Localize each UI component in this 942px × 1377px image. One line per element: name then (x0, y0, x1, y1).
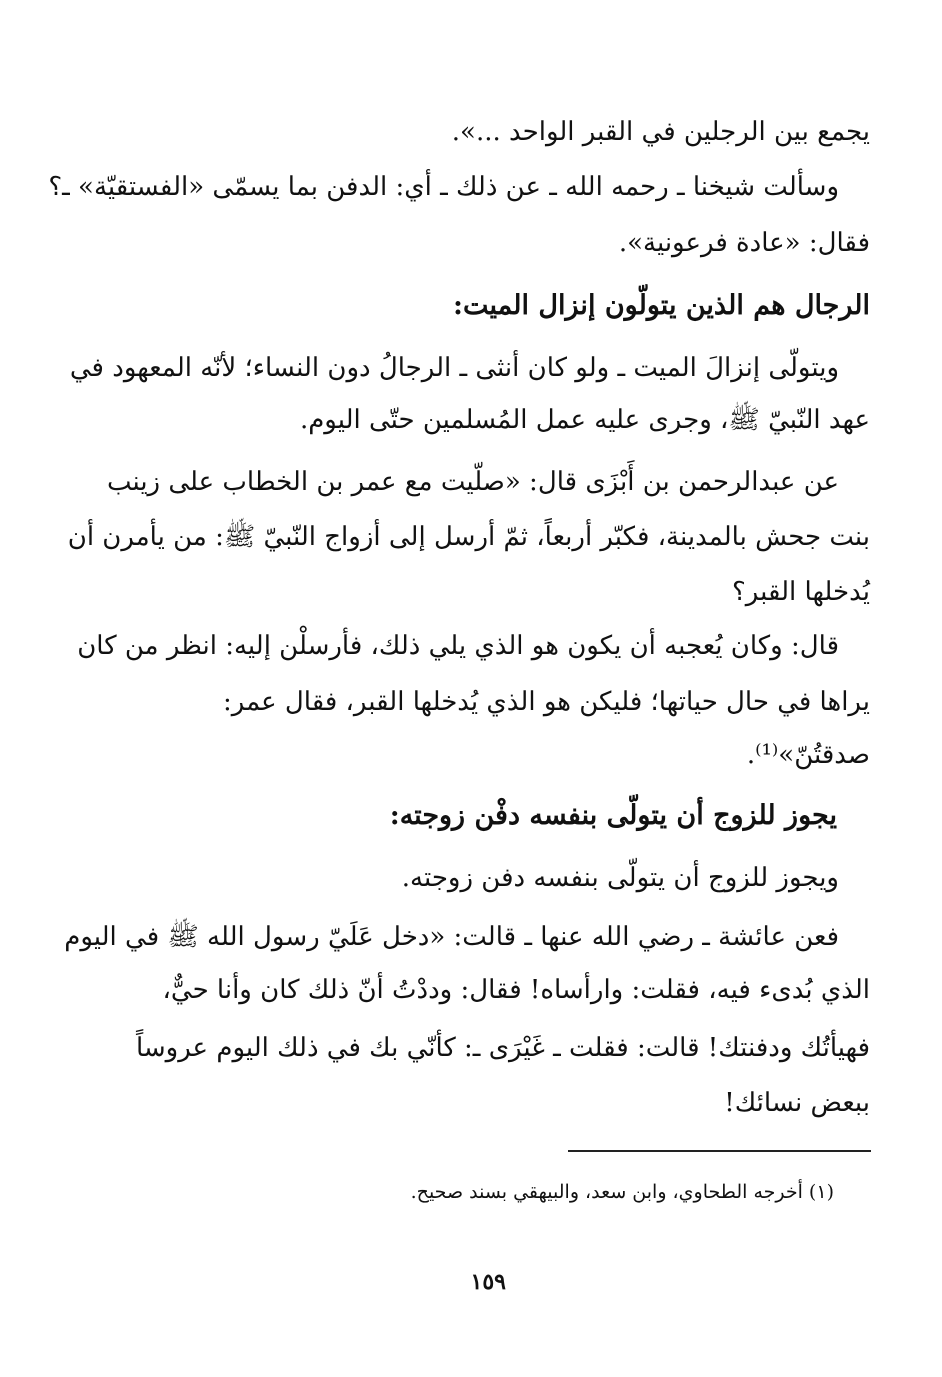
section-heading: الرجال هم الذين يتولّون إنزال الميت: (453, 290, 870, 321)
text-line: عن عبدالرحمن بن أَبْزَى قال: «صلّيت مع عمر بن الخطاب على زينب (106, 467, 839, 497)
text-line: فعن عائشة ـ رضي الله عنها ـ قالت: «دخل عَلَيّ رسول الله ﷺ في اليوم (64, 922, 839, 952)
text-line: ببعض نسائك! (724, 1088, 870, 1118)
text-line: فقال: «عادة فرعونية». (618, 228, 870, 258)
text-line: بنت جحش بالمدينة، فكبّر أربعاً، ثمّ أرسل إلى أزواج النّبيّ ﷺ: من يأمرن أن (67, 522, 870, 552)
text-line: يجمع بين الرجلين في القبر الواحد ...». (451, 117, 870, 147)
text-line: يراها في حال حياتها؛ فليكن هو الذي يُدخلها القبر، فقال عمر: (222, 687, 870, 717)
text-line: ويجوز للزوج أن يتولّى بنفسه دفن زوجته. (401, 863, 839, 893)
footnote: (١) أخرجه الطحاوي، وابن سعد، والبيهقي بسند صحيح. (410, 1181, 834, 1203)
page-number: ١٥٩ (470, 1269, 506, 1295)
text-line: يُدخلها القبر؟ (731, 577, 870, 607)
text-line: قال: وكان يُعجبه أن يكون هو الذي يلي ذلك، فأرسلْن إليه: انظر من كان (77, 631, 839, 661)
section-heading: يجوز للزوج أن يتولّى بنفسه دفْن زوجته: (389, 800, 837, 831)
footnote-separator (568, 1150, 871, 1152)
text-line: ويتولّى إنزالَ الميت ـ ولو كان أنثى ـ الرجالُ دون النساء؛ لأنّه المعهود في (69, 353, 839, 383)
text-line: عهد النّبيّ ﷺ، وجرى عليه عمل المُسلمين حتّى اليوم. (299, 405, 870, 435)
text-line: فهيأتُك ودفنتك! قالت: فقلت ـ غَيْرَى ـ: كأنّي بك في ذلك اليوم عروساً (135, 1033, 870, 1063)
text-line: صدقتُنّ»⁽¹⁾. (746, 740, 870, 770)
text-line: وسألت شيخنا ـ رحمه الله ـ عن ذلك ـ أي: الدفن بما يسمّى «الفستقيّة» ـ؟ (48, 172, 839, 202)
text-line: الذي بُدىء فيه، فقلت: وارأساه! فقال: وددْتُ أنّ ذلك كان وأنا حيٌّ، (162, 975, 870, 1005)
